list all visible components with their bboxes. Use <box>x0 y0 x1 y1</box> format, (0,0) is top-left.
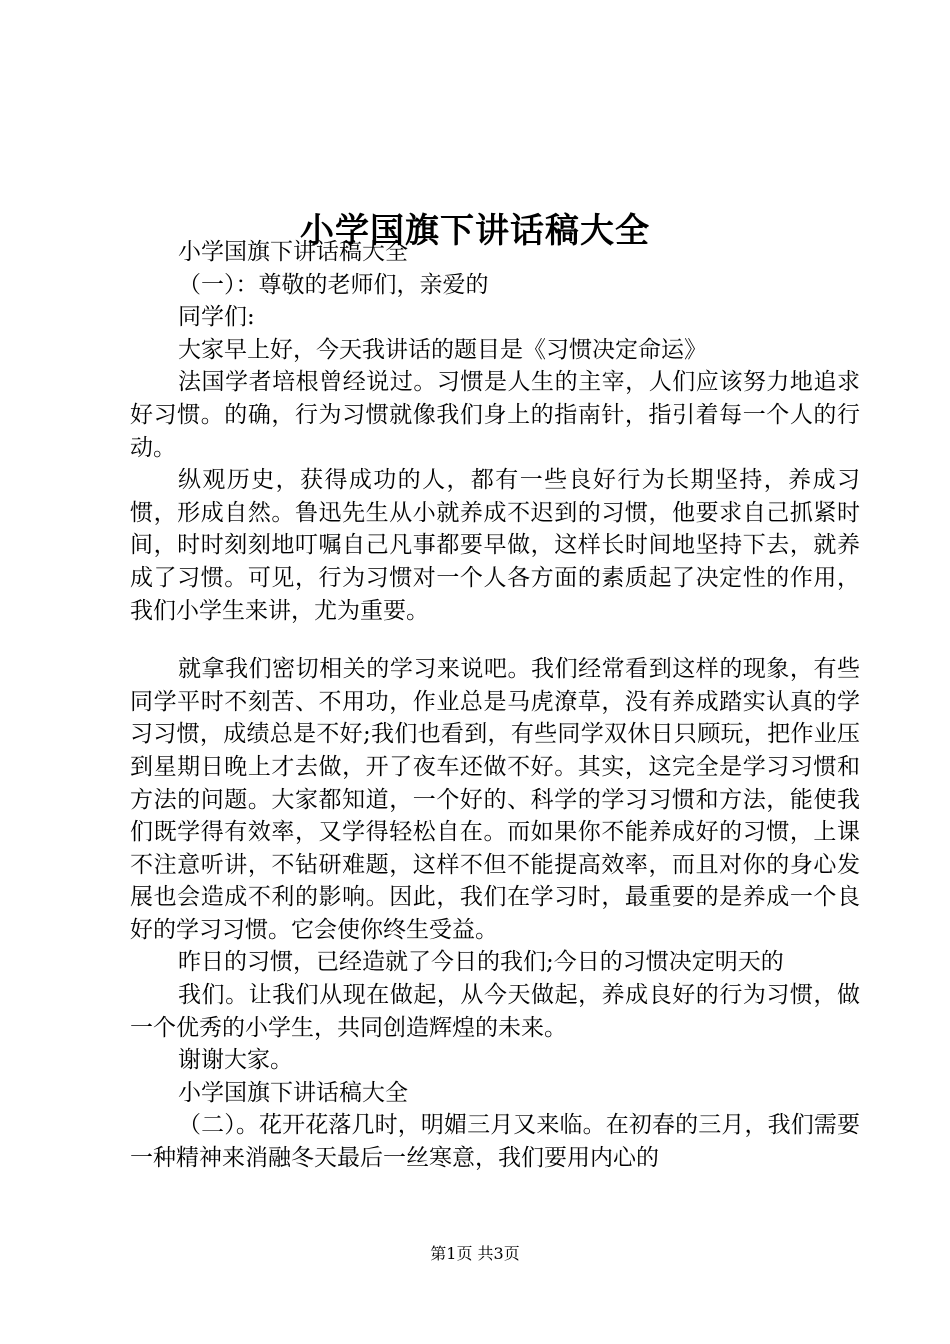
paragraph: 纵观历史，获得成功的人，都有一些良好行为长期坚持，养成习惯，形成自然。鲁迅先生从小就养成不迟到的习惯，他要求自己抓紧时间，时时刻刻地叮嘱自己凡事都要早做，这样长时间地坚持下去，就养成了习惯。可见，行为习惯对一个人各方面的素质起了决定性的作用，我们小学生来讲，尤为重要。 <box>130 467 860 624</box>
paragraph: 昨日的习惯，已经造就了今日的我们;今日的习惯决定明天的 <box>178 949 784 976</box>
paragraph-heading: 小学国旗下讲话稿大全 <box>178 239 408 265</box>
paragraph: （一）：尊敬的老师们，亲爱的 <box>178 271 489 298</box>
paragraph: 大家早上好，今天我讲话的题目是《习惯决定命运》 <box>178 336 707 363</box>
document-title: 小学国旗下讲话稿大全 <box>300 210 650 251</box>
paragraph: 就拿我们密切相关的学习来说吧。我们经常看到这样的现象，有些同学平时不刻苦、不用功，作业总是马虎潦草，没有养成踏实认真的学习习惯，成绩总是不好;我们也看到，有些同学双休日只顾玩，把作业压到星期日晚上才去做，开了夜车还做不好。其实，这完全是学习习惯和方法的问题。大家都知道，一个好的、科学的学习习惯和方法，能使我们既学得有效率，又学得轻松自在。而如果你不能养成好的习惯，上课不注意听讲，不钻研难题，这样不但不能提高效率，而且对你的身心发展也会造成不利的影响。因此，我们在学习时，最重要的是养成一个良好的学习习惯。它会使你终生受益。 <box>130 656 860 943</box>
paragraph: 同学们: <box>178 304 255 331</box>
paragraph: 法国学者培根曾经说过。习惯是人生的主宰，人们应该努力地追求好习惯。的确，行为习惯就像我们身上的指南针，指引着每一个人的行动。 <box>130 369 860 461</box>
paragraph-heading: 小学国旗下讲话稿大全 <box>178 1079 408 1106</box>
paragraph: 我们。让我们从现在做起，从今天做起，养成良好的行为习惯，做一个优秀的小学生，共同创造辉煌的未来。 <box>130 982 860 1041</box>
page-footer: 第1页 共3页 <box>430 1244 520 1263</box>
paragraph: 谢谢大家。 <box>178 1047 293 1074</box>
paragraph: （二）。花开花落几时，明媚三月又来临。在初春的三月，我们需要一种精神来消融冬天最后一丝寒意，我们要用内心的 <box>130 1112 860 1172</box>
document-body <box>130 236 860 1175</box>
